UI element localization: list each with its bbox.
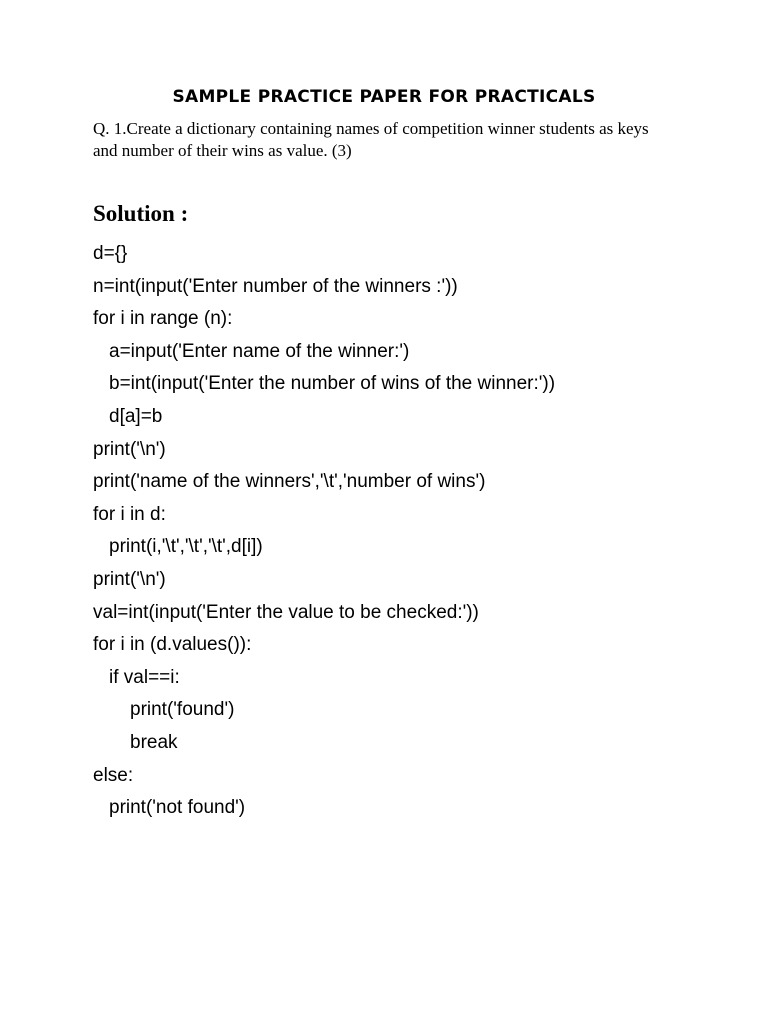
code-line: for i in d: <box>93 503 166 525</box>
code-line: print('not found') <box>109 797 246 819</box>
code-line: n=int(input('Enter number of the winners :')) <box>93 275 458 297</box>
code-line: print('\n') <box>93 568 166 590</box>
code-line: b=int(input('Enter the number of wins of the winner:')) <box>109 373 556 395</box>
code-line: for i in (d.values()): <box>93 634 252 656</box>
code-line: d={} <box>93 243 128 264</box>
code-line: if val==i: <box>109 666 180 688</box>
solution-heading: Solution : <box>93 201 189 226</box>
question-text: Q. 1.Create a dictionary containing names of competition winner students as keys and number of their wins as value. (3) <box>93 119 649 160</box>
code-line: a=input('Enter name of the winner:') <box>109 340 410 362</box>
code-line: d[a]=b <box>109 405 163 427</box>
code-line: break <box>130 731 178 753</box>
code-line: else: <box>93 764 134 786</box>
page-title: SAMPLE PRACTICE PAPER FOR PRACTICALS <box>172 87 596 107</box>
code-line: print(i,'\t','\t','\t',d[i]) <box>109 536 263 558</box>
code-line: print('\n') <box>93 438 166 460</box>
code-line: for i in range (n): <box>93 308 233 330</box>
code-line: print('name of the winners','\t','number of wins') <box>93 471 486 493</box>
code-line: val=int(input('Enter the value to be checked:')) <box>93 601 479 623</box>
code-block <box>93 238 693 825</box>
code-line: print('found') <box>130 699 235 721</box>
